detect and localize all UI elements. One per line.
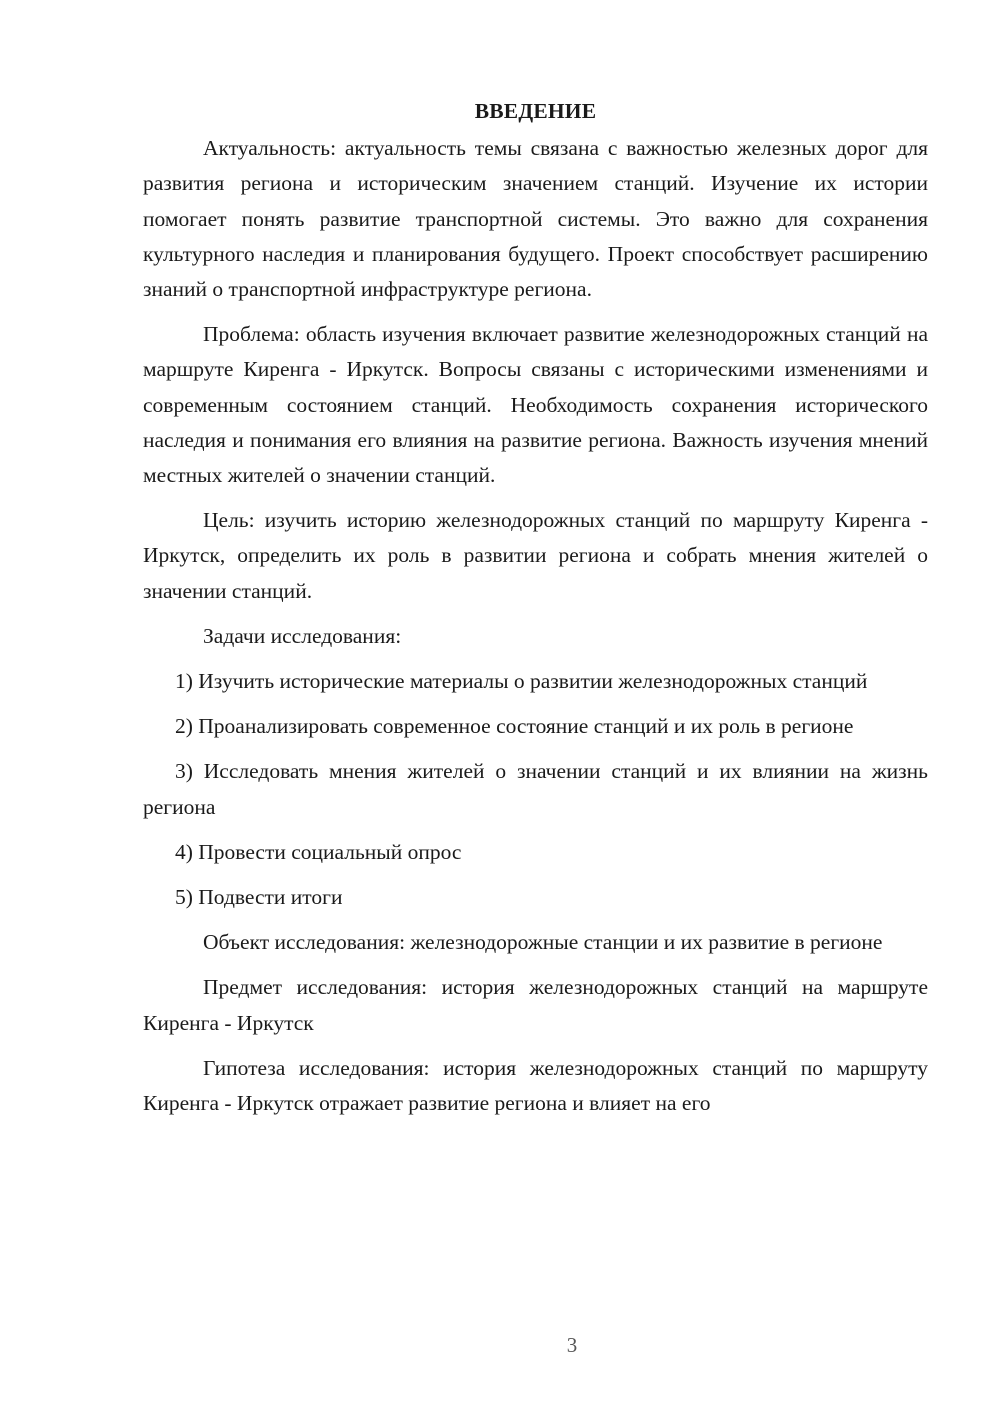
- paragraph-goal: Цель: изучить историю железнодорожных станций по маршруту Киренга - Иркутск, определить их роль в развитии региона и собрать мнения жителей о значении станций.: [143, 508, 928, 603]
- paragraph-problem: Проблема: область изучения включает развитие железнодорожных станций на маршруте Киренга - Иркутск. Вопросы связаны с историческими изменениями и современным состоянием станций. Необходимость сохранения исторического наследия и понимания его влияния на развитие региона. Важность изучения мнений местных жителей о значении станций.: [143, 322, 928, 488]
- task-item-4: 4) Провести социальный опрос: [175, 839, 462, 864]
- section-heading: ВВЕДЕНИЕ: [474, 99, 597, 123]
- paragraph-relevance: Актуальность: актуальность темы связана с важностью железных дорог для развития региона и историческим значением станций. Изучение их истории помогает понять развитие транспортной системы. Это важно для сохранения культурного наследия и планирования будущего. Проект способствует расширению знаний о транспортной инфраструктуре региона.: [143, 136, 928, 302]
- task-item-3: 3) Исследовать мнения жителей о значении станций и их влиянии на жизнь региона: [143, 759, 928, 819]
- paragraph-subject: Предмет исследования: история железнодорожных станций на маршруте Киренга - Иркутск: [143, 975, 928, 1035]
- page-number: 3: [566, 1333, 578, 1357]
- paragraph-object: Объект исследования: железнодорожные станции и их развитие в регионе: [203, 930, 883, 955]
- task-item-2: 2) Проанализировать современное состояние станций и их роль в регионе: [175, 714, 854, 739]
- paragraph-hypothesis: Гипотеза исследования: история железнодорожных станций по маршруту Киренга - Иркутск отражает развитие региона и влияет на его: [143, 1055, 928, 1116]
- page-content: [143, 94, 928, 1131]
- paragraph-tasks-intro: Задачи исследования:: [203, 623, 402, 648]
- task-item-5: 5) Подвести итоги: [175, 885, 343, 910]
- task-item-1: 1) Изучить исторические материалы о развитии железнодорожных станций: [175, 669, 868, 694]
